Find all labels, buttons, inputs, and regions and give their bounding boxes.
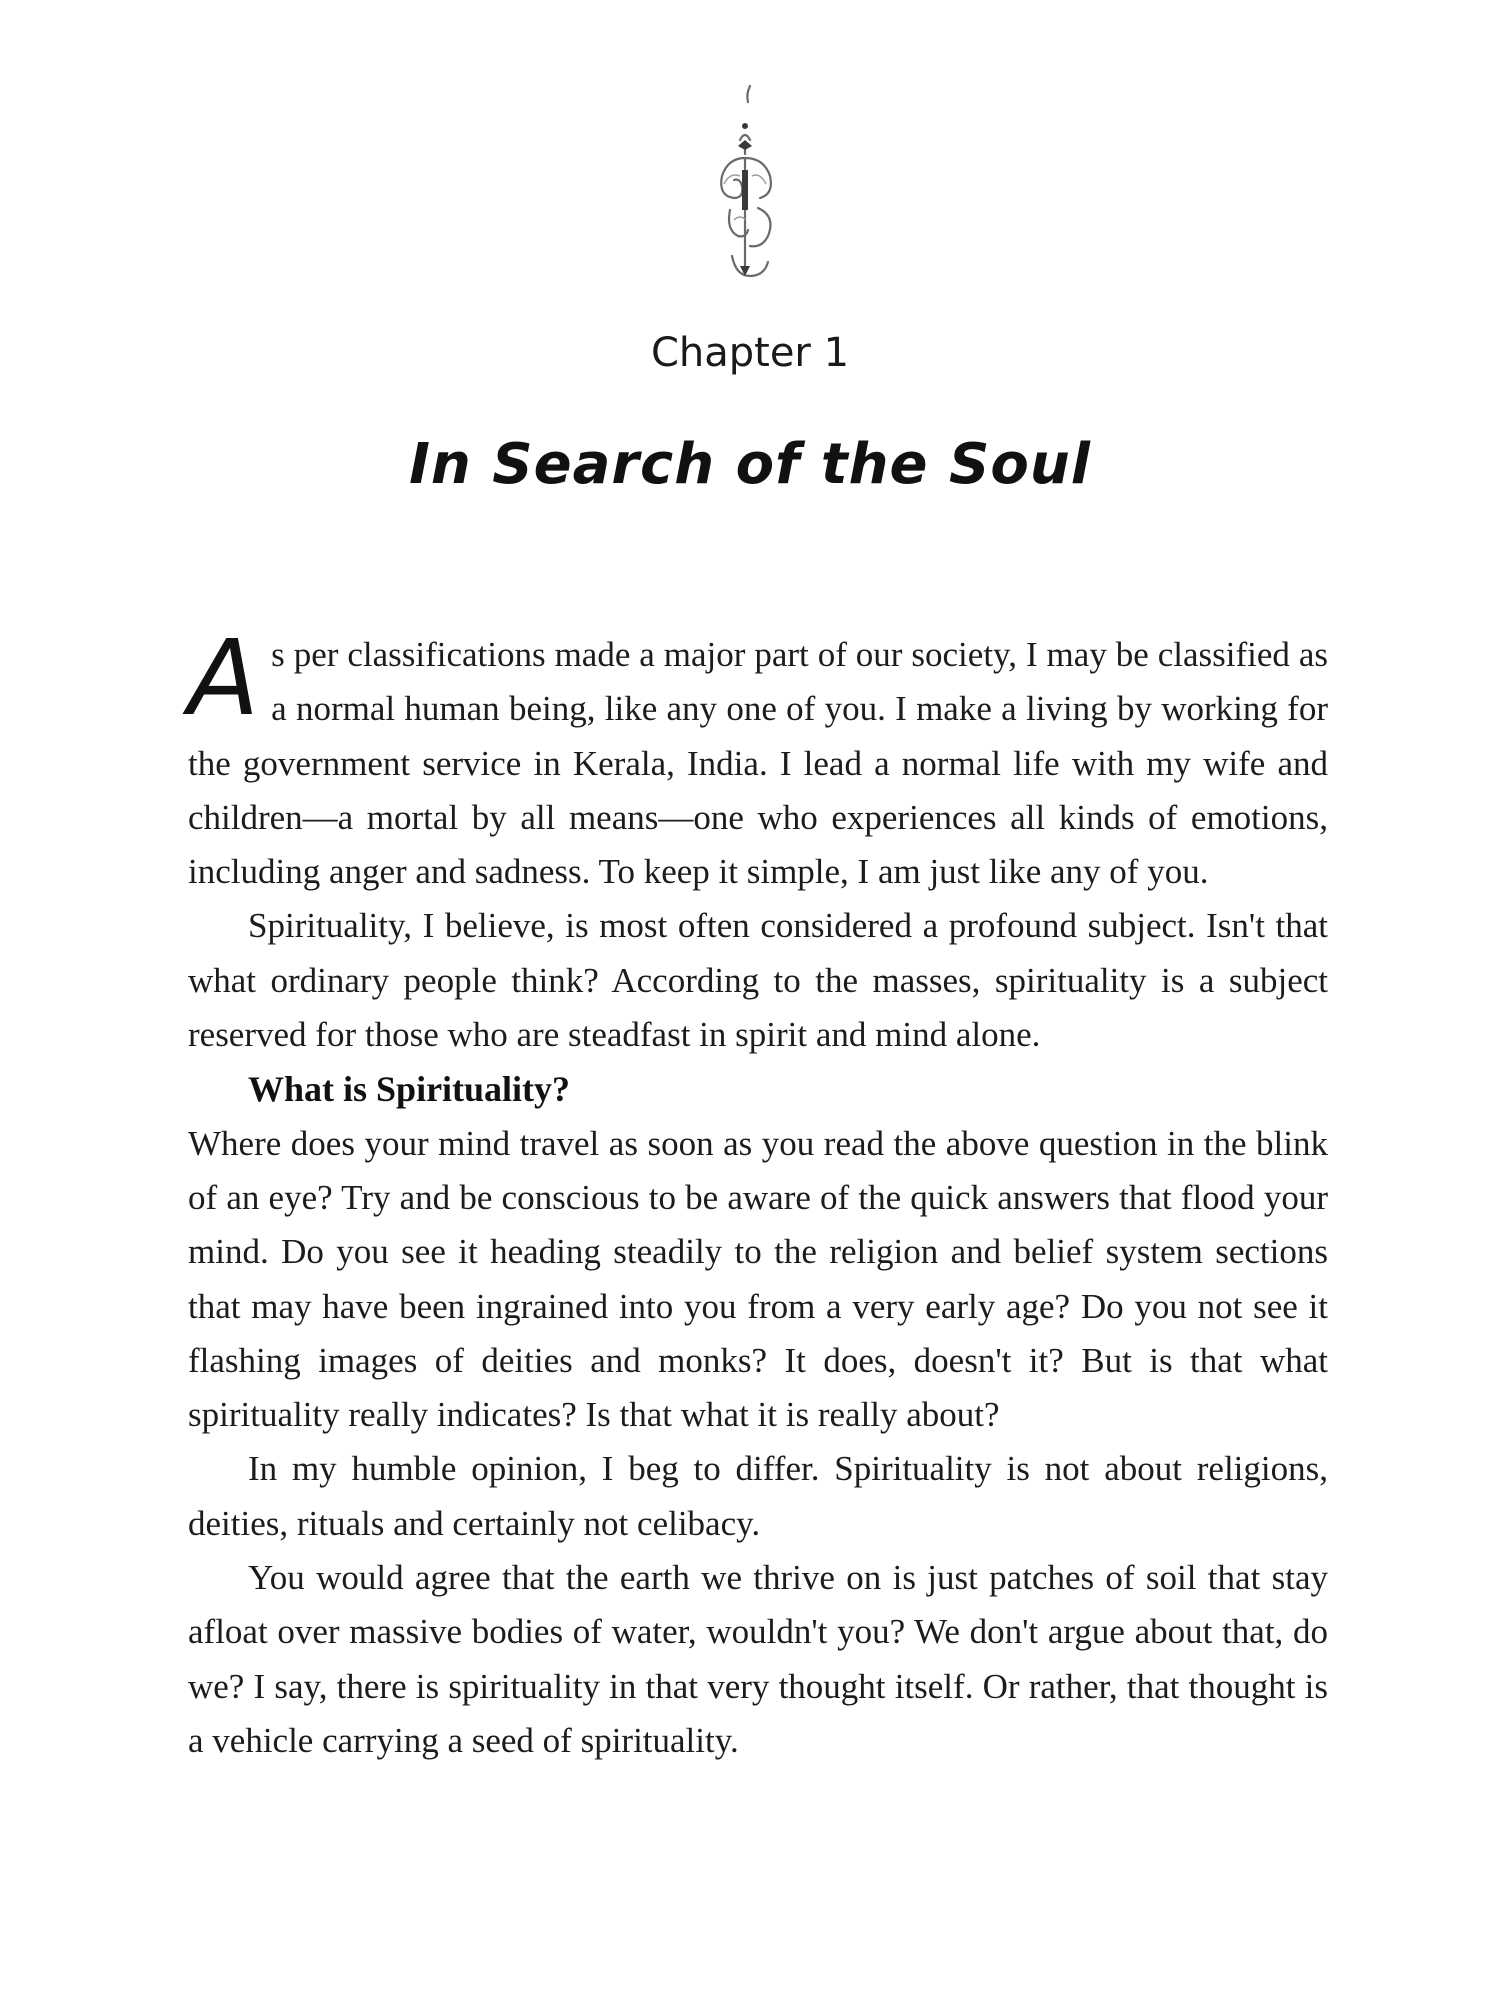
paragraph-3: Where does your mind travel as soon as you read the above question in the blink of an eye? Try and be conscious to be aware of the quick answers that flood your mind. Do you see it heading steadily to the religion and belief system sections that may have been ingrained into you from a very early age? Do you not see it flashing images of deities and monks? It does, doesn't it? But is that what spirituality really indicates? Is that what it is really about? <box>188 1123 1328 1435</box>
chapter-title: In Search of the Soul <box>409 432 1091 497</box>
chapter-ornament-icon <box>690 80 800 290</box>
paragraph-1-text: s per classifications made a major part of our society, I may be classified as a normal human being, like any one of you. I make a living by working for the government service in Kerala, India. I lead a normal life with my wife and children—a mortal by all means—one who experiences all kinds of emotions, including anger and sadness. To keep it simple, I am just like any of you. <box>188 635 1328 892</box>
paragraph-4: In my humble opinion, I beg to differ. Spirituality is not about religions, deities, rituals and certainly not celibacy. <box>188 1449 1328 1543</box>
chapter-body <box>188 617 1328 1768</box>
drop-cap: A <box>188 617 260 739</box>
paragraph-5: You would agree that the earth we thrive on is just patches of soil that stay afloat over massive bodies of water, wouldn't you? We don't argue about that, do we? I say, there is spirituality in that very thought itself. Or rather, that thought is a vehicle carrying a seed of spirituality. <box>188 1558 1328 1760</box>
chapter-number: Chapter 1 <box>650 330 850 376</box>
section-heading: What is Spirituality? <box>248 1069 571 1110</box>
paragraph-2: Spirituality, I believe, is most often considered a profound subject. Isn't that what ordinary people think? According to the masses, spirituality is a subject reserved for those who are steadfast in spirit and mind alone. <box>188 906 1328 1055</box>
paragraph-1 <box>188 617 1328 899</box>
